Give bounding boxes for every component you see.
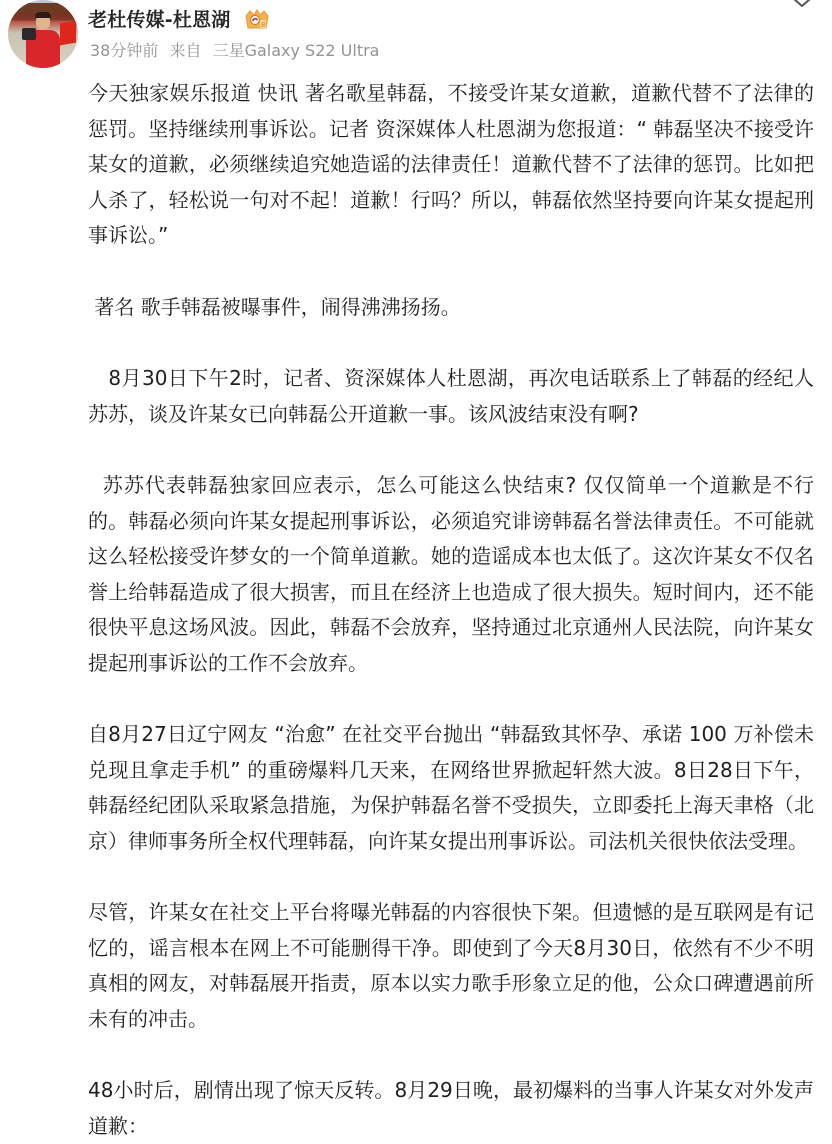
svg-text:8: 8 — [261, 22, 266, 29]
post-paragraph-1: 今天独家娱乐报道 快讯 著名歌星韩磊，不接受许某女道歉，道歉代替不了法律的惩罚。坚持继续刑事诉讼。记者 资深媒体人杜恩湖为您报道：“ 韩磊坚决不接受许某女的道歉，必须继续追究她造谣的法律责任！道歉代替不了法律的惩罚。比如把人杀了，轻松说一句对不起！道歉！行吗？所以，韩磊依然坚持要向许某女提起刑事诉讼。” — [88, 81, 814, 247]
post-paragraph-6: 尽管，许某女在社交上平台将曝光韩磊的内容很快下架。但遗憾的是互联网是有记忆的，谣言根本在网上不可能删得干净。即使到了今天8月30日，依然有不少不明真相的网友，对韩磊展开指责，原本以实力歌手形象立足的他，公众口碑遭遇前所未有的冲击。 — [88, 900, 814, 1031]
chevron-down-icon[interactable] — [790, 0, 814, 12]
paragraph-spacer — [88, 325, 814, 361]
avatar-flag — [60, 21, 76, 46]
crown-badge-icon — [243, 8, 271, 30]
author-name[interactable]: 老杜传媒-杜恩湖 — [88, 9, 231, 31]
post-paragraph-3: 8月30日下午2时，记者、资深媒体人杜恩湖，再次电话联系上了韩磊的经纪人苏苏，谈及许某女已向韩磊公开道歉一事。该风波结束没有啊? — [88, 366, 814, 426]
paragraph-spacer — [88, 432, 814, 468]
post-body — [88, 76, 814, 1144]
avatar[interactable] — [8, 0, 78, 68]
post-paragraph-5: 自8月27日辽宁网友 “治愈” 在社交平台抛出 “韩磊致其怀孕、承诺 100 万补偿未兑现且拿走手机” 的重磅爆料几天来，在网络世界掀起轩然大波。8日28日下午，韩磊经纪团队采取紧急措施，为保护韩磊名誉不受损失，立即委托上海天聿格（北京）律师事务所全权代理韩磊，向许某女提出刑事诉讼。司法机关很快依法受理。 — [88, 722, 814, 853]
post-paragraph-2: 著名 歌手韩磊被曝事件，闹得沸沸扬扬。 — [88, 294, 461, 319]
post-paragraph-7: 48小时后，剧情出现了惊天反转。8月29日晚，最初爆料的当事人许某女对外发声道歉： — [88, 1078, 814, 1138]
paragraph-spacer — [88, 1037, 814, 1073]
post-time: 38分钟前 — [90, 41, 159, 60]
paragraph-spacer — [88, 254, 814, 290]
post-source-prefix: 来自 — [169, 41, 202, 60]
paragraph-spacer — [88, 681, 814, 717]
post-device: 三星Galaxy S22 Ultra — [212, 41, 380, 60]
paragraph-spacer — [88, 859, 814, 895]
avatar-person-hair — [35, 12, 51, 18]
post-meta — [90, 38, 379, 61]
post-paragraph-4: 苏苏代表韩磊独家回应表示，怎么可能这么快结束? 仅仅简单一个道歉是不行的。韩磊必须向许某女提起刑事诉讼，必须追究诽谤韩磊名誉法律责任。不可能就这么轻松接受许梦女的一个简单道歉。她的造谣成本也太低了。这次许某女不仅名誉上给韩磊造成了很大损害，而且在经济上也造成了很大损失。短时间内，还不能很快平息这场风波。因此，韩磊不会放弃，坚持通过北京通州人民法院，向许某女提起刑事诉讼的工作不会放弃。 — [88, 473, 814, 675]
post-header — [0, 0, 832, 70]
avatar-camera — [22, 28, 36, 40]
